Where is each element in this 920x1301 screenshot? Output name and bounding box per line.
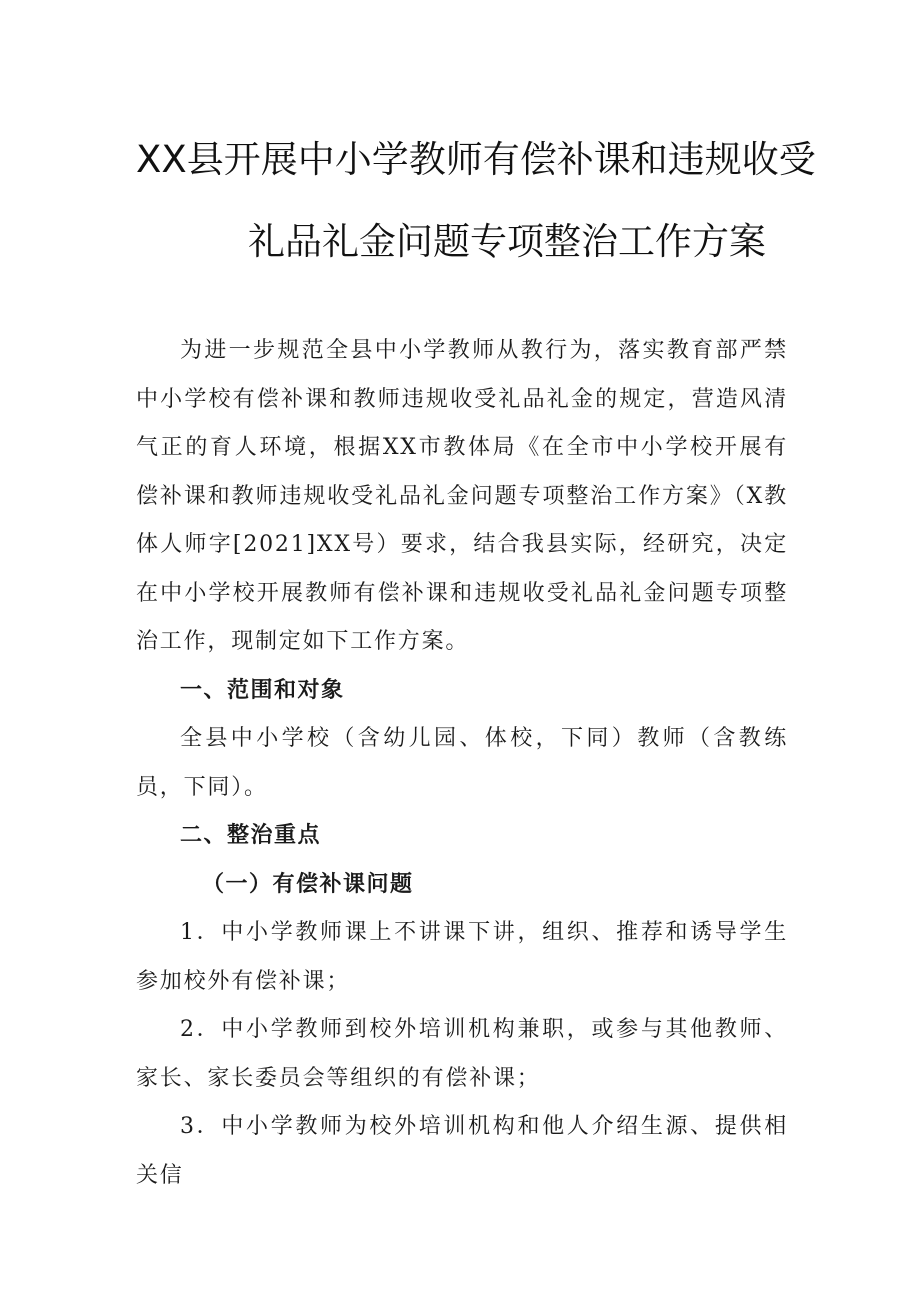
section-1-heading: 一、范围和对象	[180, 677, 345, 703]
document-title-line-1: XX县开展中小学教师有偿补课和违规收受	[136, 138, 816, 181]
intro-paragraph: 为进一步规范全县中小学教师从教行为，落实教育部严禁中小学校有偿补课和教师违规收受礼品礼金的规定，营造风清气正的育人环境，根据XX市教体局《在全市中小学校开展有偿补课和教师违规收受礼品礼金问题专项整治工作方案》（X教体人师字[2021]XX号）要求，结合我县实际，经研究，决定在中小学校开展教师有偿补课和违规收受礼品礼金问题专项整治工作，现制定如下工作方案。	[136, 338, 788, 654]
list-item-1: 1．中小学教师课上不讲课下讲，组织、推荐和诱导学生参加校外有偿补课；	[136, 920, 788, 994]
document-body	[136, 327, 788, 1200]
document-title-line-2: 礼品礼金问题专项整治工作方案	[248, 220, 766, 263]
list-item-3: 3．中小学教师为校外培训机构和他人介绍生源、提供相关信	[136, 1114, 788, 1188]
section-2-heading: 二、整治重点	[180, 823, 322, 848]
section-2-subheading-1: （一）有偿补课问题	[202, 871, 414, 897]
section-1-paragraph: 全县中小学校（含幼儿园、体校，下同）教师（含教练员，下同）。	[136, 726, 788, 800]
list-item-2: 2．中小学教师到校外培训机构兼职，或参与其他教师、家长、家长委员会等组织的有偿补课；	[136, 1017, 788, 1091]
